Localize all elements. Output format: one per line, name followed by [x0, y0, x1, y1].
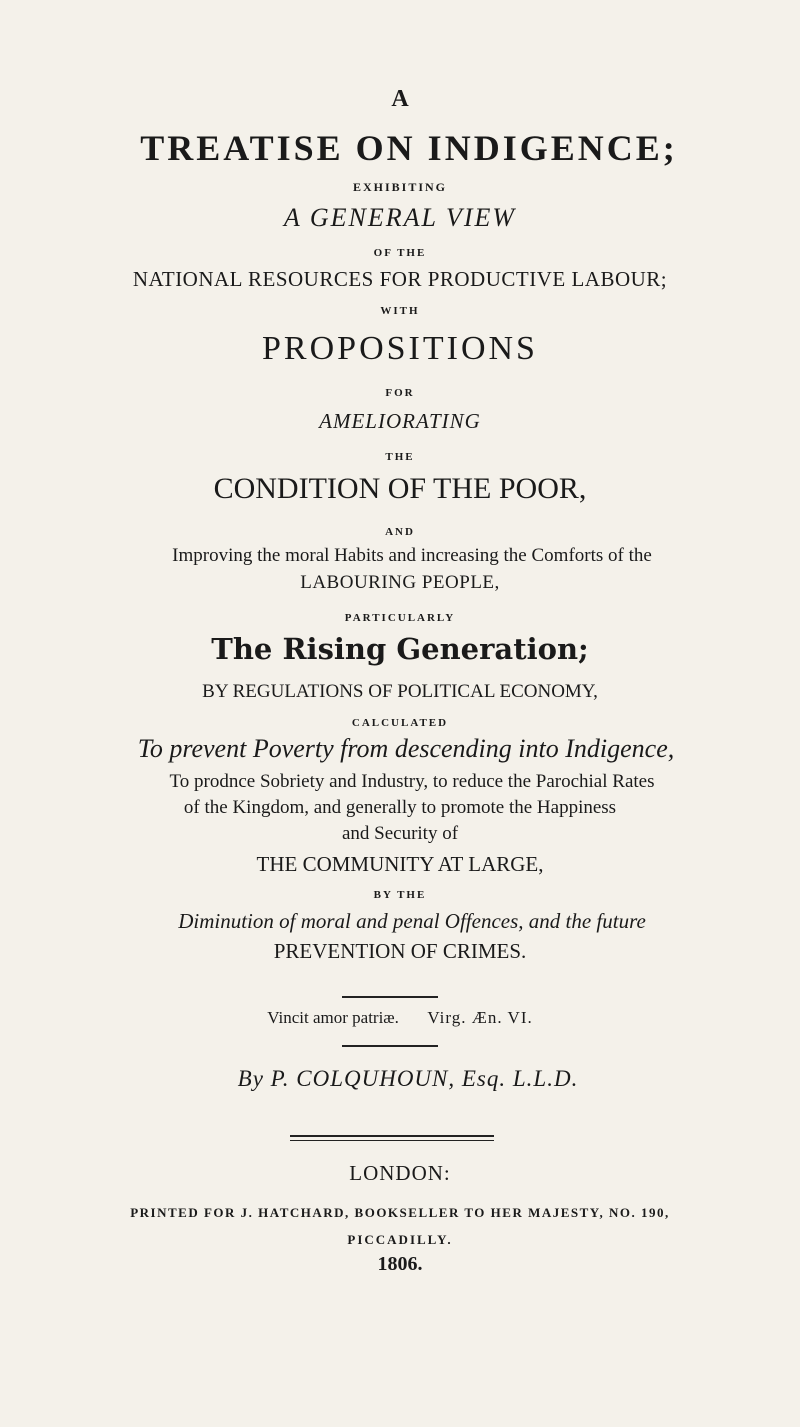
prevention-heading: PREVENTION OF CRIMES.	[273, 939, 527, 963]
motto-line	[0, 1008, 800, 1028]
divider-rule-3a	[290, 1135, 494, 1137]
the-label: THE	[385, 451, 415, 463]
rising-generation-heading: The Rising Generation;	[211, 632, 589, 666]
improving-line: Improving the moral Habits and increasing the Comforts of the	[172, 545, 652, 566]
address-line: PICCADILLY.	[347, 1232, 453, 1247]
condition-heading: CONDITION OF THE POOR,	[213, 472, 587, 505]
printer-line: PRINTED FOR J. HATCHARD, BOOKSELLER TO HER MAJESTY, NO. 190,	[130, 1205, 670, 1220]
propositions-heading: PROPOSITIONS	[262, 330, 538, 367]
divider-rule-2	[342, 1045, 438, 1047]
author-line: By P. COLQUHOUN, Esq. L.L.D.	[237, 1066, 579, 1091]
with-label: WITH	[380, 305, 420, 317]
labouring-people-line: LABOURING PEOPLE,	[300, 572, 500, 593]
prevent-poverty-line: To prevent Poverty from descending into Indigence,	[137, 734, 675, 763]
article-a: A	[391, 86, 409, 112]
motto-source: Virg. Æn. VI.	[427, 1008, 533, 1027]
main-title: TREATISE ON INDIGENCE;	[140, 128, 678, 168]
particularly-label: PARTICULARLY	[344, 612, 456, 624]
for-label: FOR	[385, 387, 415, 399]
national-resources-line: NATIONAL RESOURCES FOR PRODUCTIVE LABOUR;	[132, 267, 668, 291]
calculated-label: CALCULATED	[351, 717, 449, 729]
diminution-line: Diminution of moral and penal Offences, and the future	[178, 909, 646, 933]
security-line: and Security of	[341, 823, 459, 844]
motto-text: Vincit amor patriæ.	[267, 1008, 399, 1027]
kingdom-line: of the Kingdom, and generally to promote the Happiness	[183, 797, 617, 818]
divider-rule-3b	[290, 1140, 494, 1141]
place-line: LONDON:	[349, 1161, 451, 1185]
sobriety-line: To prodnce Sobriety and Industry, to reduce the Parochial Rates	[169, 771, 655, 792]
exhibiting-label: EXHIBITING	[352, 180, 448, 194]
and-label: AND	[385, 526, 415, 538]
general-view-heading: A GENERAL VIEW	[283, 203, 517, 232]
divider-rule-1	[342, 996, 438, 998]
by-the-label: BY THE	[373, 889, 427, 901]
ameliorating-heading: AMELIORATING	[319, 409, 481, 433]
year-line: 1806.	[377, 1253, 423, 1275]
of-the-label: OF THE	[373, 247, 427, 259]
regulations-line: BY REGULATIONS OF POLITICAL ECONOMY,	[202, 681, 598, 702]
community-heading: THE COMMUNITY AT LARGE,	[256, 852, 544, 876]
